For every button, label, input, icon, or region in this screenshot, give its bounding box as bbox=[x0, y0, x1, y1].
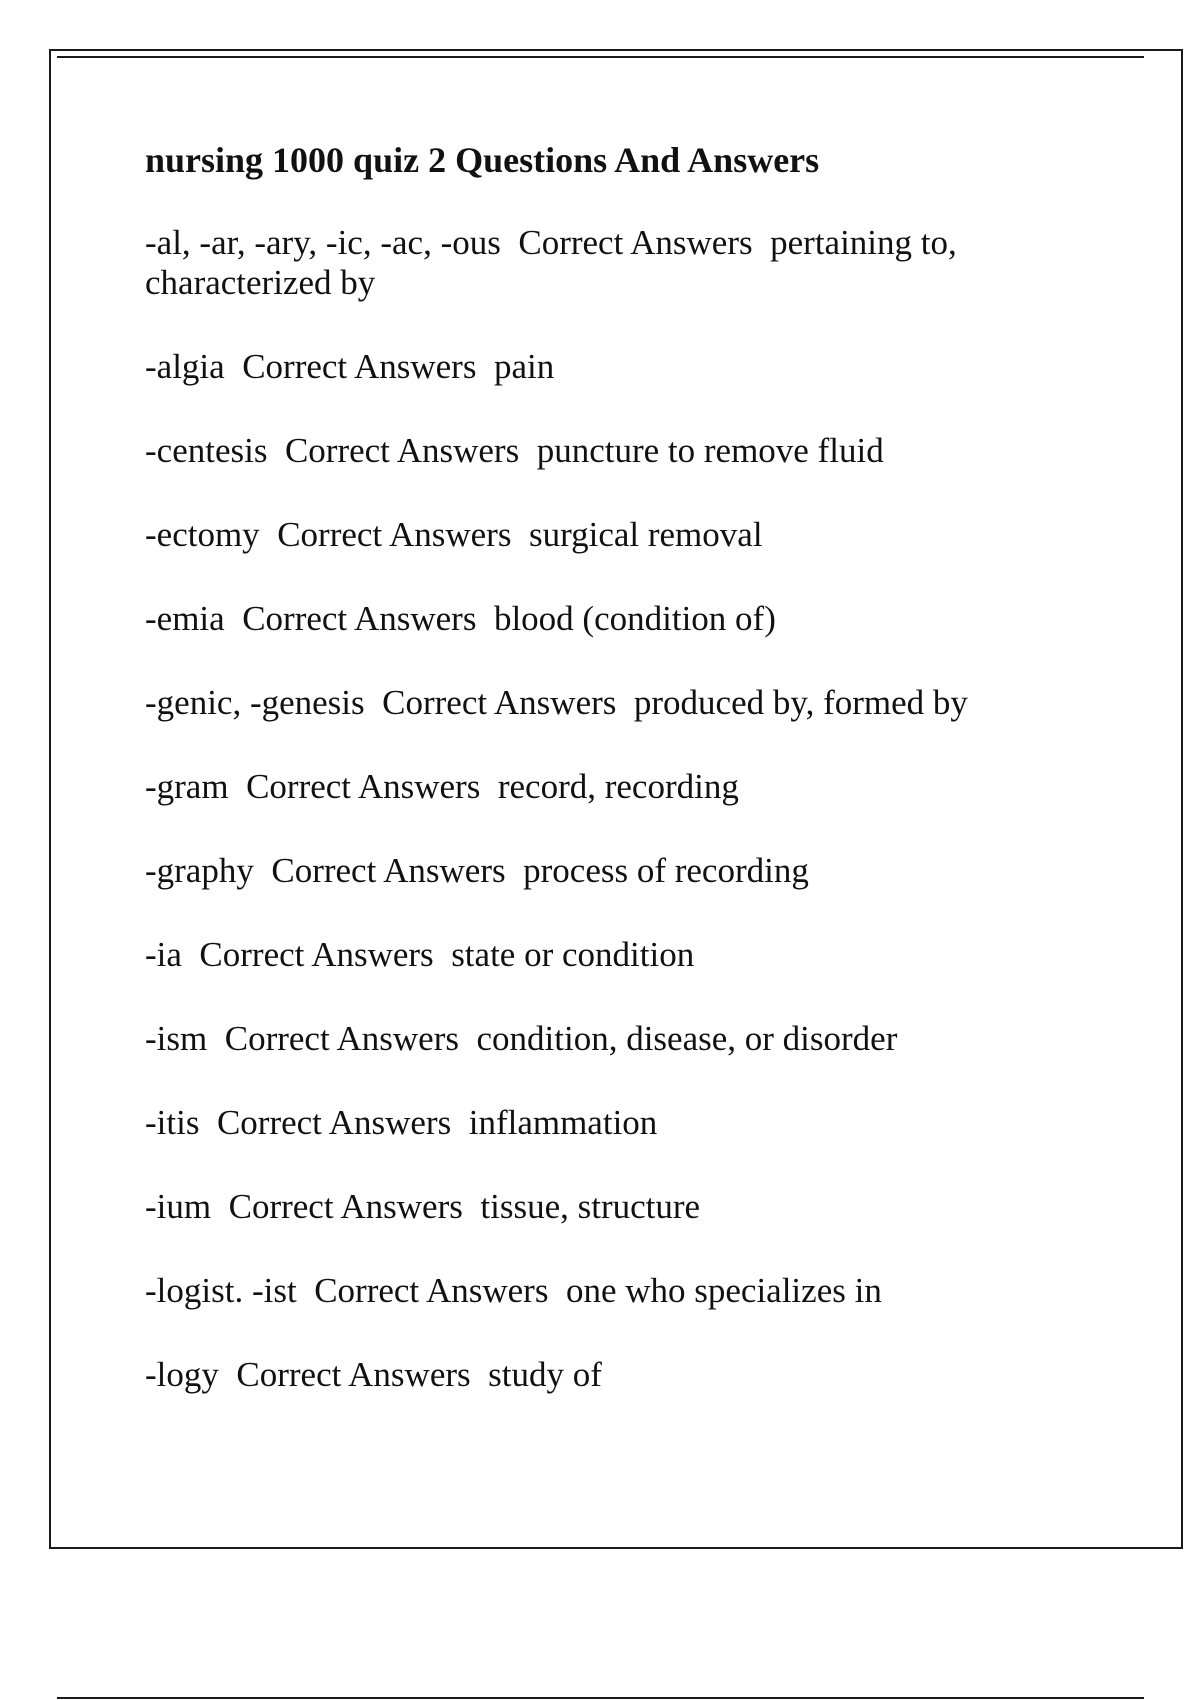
qa-answer: study of bbox=[488, 1355, 602, 1394]
qa-term: -algia bbox=[145, 347, 225, 386]
qa-list bbox=[145, 223, 1045, 1395]
qa-answer: pertaining to, characterized by bbox=[145, 223, 966, 302]
qa-item bbox=[145, 1187, 1045, 1227]
qa-term: -itis bbox=[145, 1103, 200, 1142]
document-title: nursing 1000 quiz 2 Questions And Answers bbox=[145, 140, 820, 180]
header-rule bbox=[57, 56, 1144, 58]
qa-separator: Correct Answers bbox=[199, 935, 434, 974]
qa-item bbox=[145, 431, 1045, 471]
qa-term: -logist. -ist bbox=[145, 1271, 297, 1310]
qa-answer: process of recording bbox=[523, 851, 809, 890]
qa-separator: Correct Answers bbox=[277, 515, 512, 554]
qa-term: -graphy bbox=[145, 851, 254, 890]
qa-answer: produced by, formed by bbox=[633, 683, 968, 722]
qa-item bbox=[145, 683, 1045, 723]
qa-separator: Correct Answers bbox=[236, 1355, 471, 1394]
qa-item bbox=[145, 1355, 1045, 1395]
qa-term: -al, -ar, -ary, -ic, -ac, -ous bbox=[145, 223, 501, 262]
qa-item bbox=[145, 767, 1045, 807]
qa-separator: Correct Answers bbox=[216, 1103, 452, 1142]
qa-separator: Correct Answers bbox=[382, 683, 617, 722]
qa-term: -emia bbox=[145, 599, 225, 638]
qa-answer: inflammation bbox=[468, 1103, 658, 1142]
qa-answer: state or condition bbox=[451, 935, 695, 974]
qa-item bbox=[145, 347, 1045, 387]
qa-answer: surgical removal bbox=[528, 515, 763, 554]
qa-answer: pain bbox=[493, 347, 555, 386]
qa-term: -gram bbox=[145, 767, 229, 806]
document-body bbox=[145, 140, 1045, 1439]
qa-item bbox=[145, 1271, 1045, 1311]
qa-separator: Correct Answers bbox=[246, 767, 481, 806]
qa-term: -centesis bbox=[145, 431, 268, 470]
qa-separator: Correct Answers bbox=[271, 851, 506, 890]
qa-term: -logy bbox=[145, 1355, 219, 1394]
qa-separator: Correct Answers bbox=[314, 1271, 549, 1310]
qa-item bbox=[145, 1103, 1045, 1143]
qa-answer: tissue, structure bbox=[480, 1187, 701, 1226]
qa-separator: Correct Answers bbox=[284, 431, 520, 470]
qa-separator: Correct Answers bbox=[242, 599, 477, 638]
qa-separator: Correct Answers bbox=[228, 1187, 463, 1226]
qa-term: -ism bbox=[145, 1019, 208, 1058]
qa-item bbox=[145, 935, 1045, 975]
qa-item bbox=[145, 515, 1045, 555]
qa-answer: puncture to remove fluid bbox=[536, 431, 884, 470]
qa-separator: Correct Answers bbox=[224, 1019, 459, 1058]
qa-separator: Correct Answers bbox=[242, 347, 477, 386]
qa-answer: blood (condition of) bbox=[493, 599, 776, 638]
qa-item bbox=[145, 223, 1045, 303]
qa-answer: condition, disease, or disorder bbox=[476, 1019, 898, 1058]
qa-answer: one who specializes in bbox=[565, 1271, 882, 1310]
qa-term: -ium bbox=[145, 1187, 212, 1226]
qa-answer: record, recording bbox=[497, 767, 739, 806]
qa-item bbox=[145, 851, 1045, 891]
qa-term: -ectomy bbox=[145, 515, 260, 554]
qa-term: -ia bbox=[145, 935, 182, 974]
qa-item bbox=[145, 599, 1045, 639]
qa-term: -genic, -genesis bbox=[145, 683, 365, 722]
footer-rule bbox=[57, 1697, 1144, 1699]
qa-separator: Correct Answers bbox=[518, 223, 753, 262]
qa-item bbox=[145, 1019, 1045, 1059]
